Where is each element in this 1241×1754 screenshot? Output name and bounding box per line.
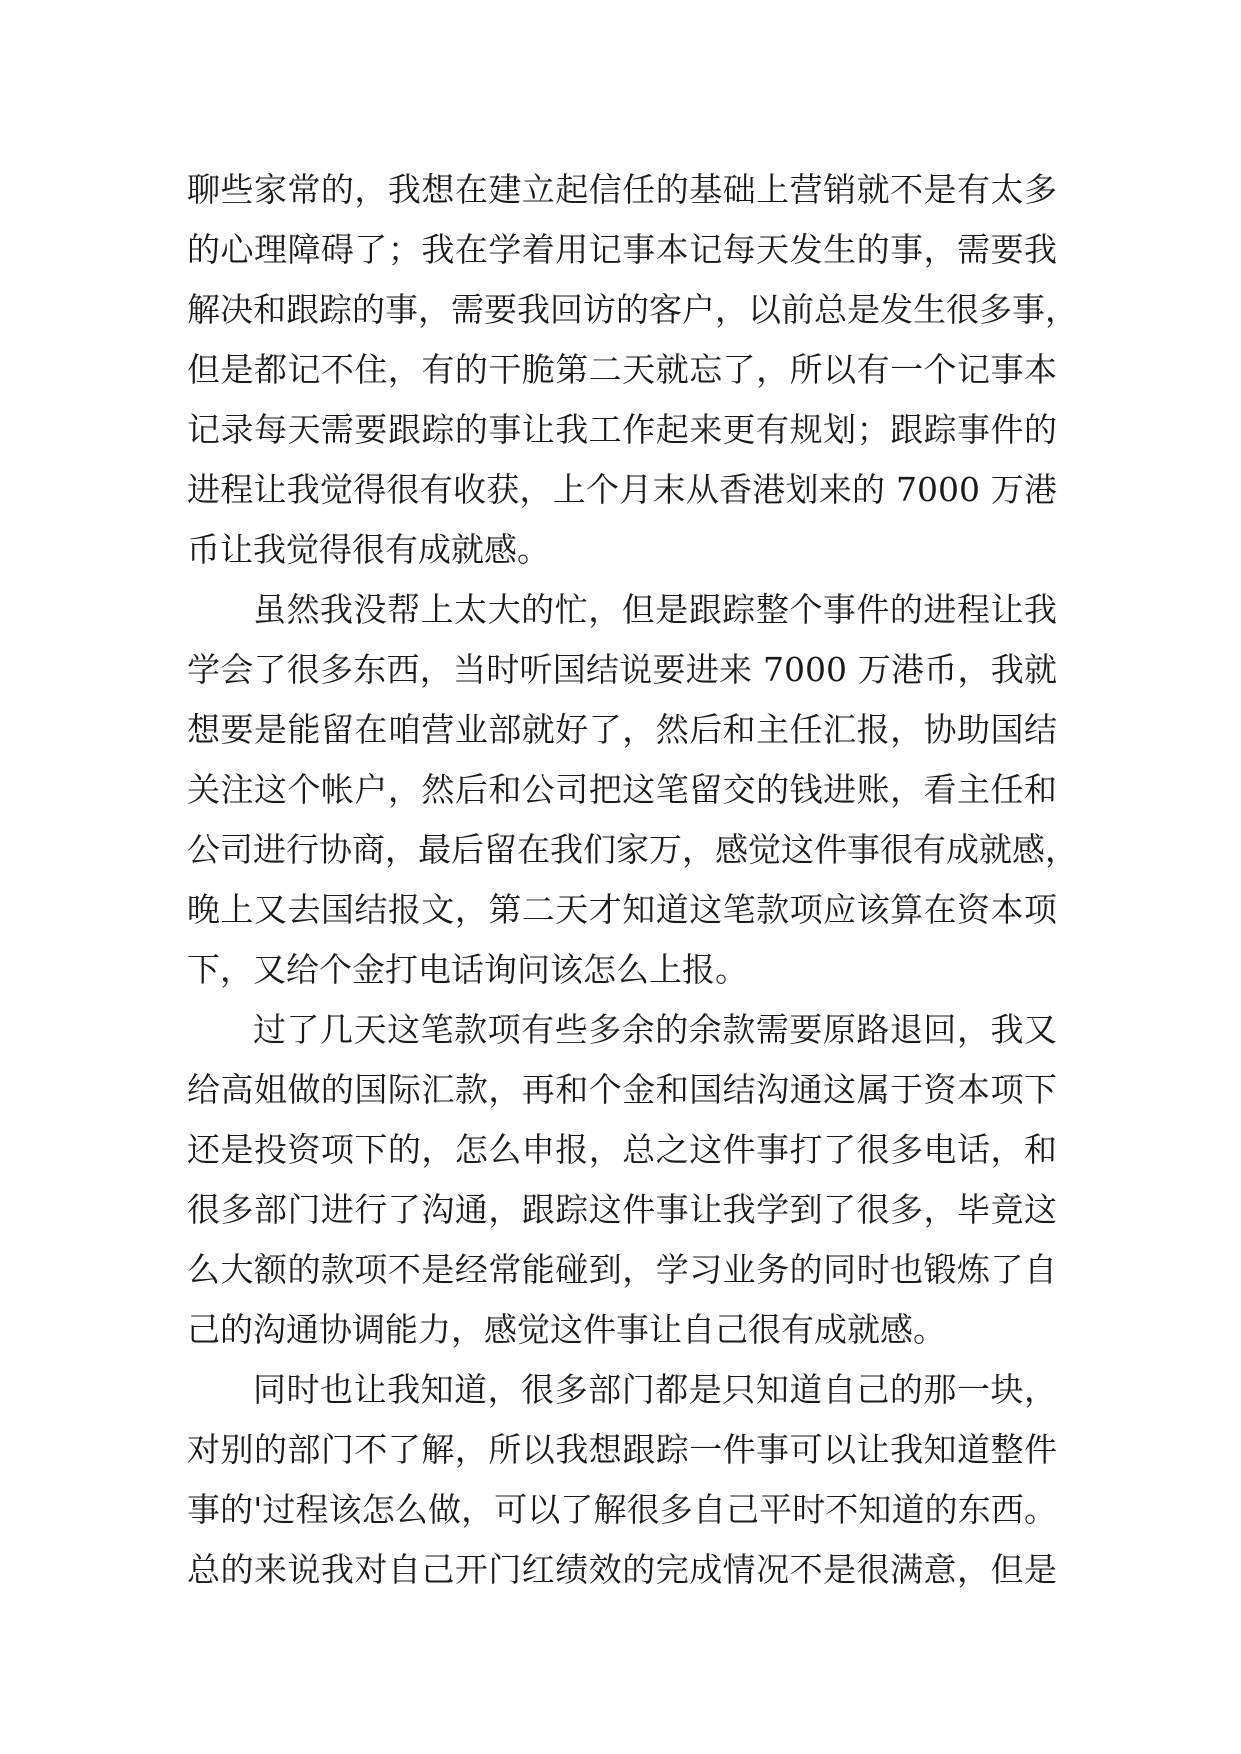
text-line: 晚上又去国结报文，第二天才知道这笔款项应该算在资本项 <box>187 890 1057 929</box>
text-line: 还是投资项下的，怎么申报，总之这件事打了很多电话，和 <box>187 1130 1057 1169</box>
text-line: 关注这个帐户，然后和公司把这笔留交的钱进账，看主任和 <box>187 770 1057 809</box>
text-line: 总的来说我对自己开门红绩效的完成情况不是很满意，但是 <box>187 1550 1057 1589</box>
text-line: 给高姐做的国际汇款，再和个金和国结沟通这属于资本项下 <box>187 1070 1057 1109</box>
text-line: 聊些家常的，我想在建立起信任的基础上营销就不是有太多 <box>187 170 1057 209</box>
text-line: 很多部门进行了沟通，跟踪这件事让我学到了很多，毕竟这 <box>187 1190 1057 1229</box>
text-line: 事的'过程该怎么做，可以了解很多自己平时不知道的东西。 <box>187 1490 1057 1529</box>
text-line: 解决和跟踪的事，需要我回访的客户，以前总是发生很多事， <box>187 290 1078 329</box>
text-line: 过了几天这笔款项有些多余的余款需要原路退回，我又 <box>253 1010 1057 1049</box>
text-line: 记录每天需要跟踪的事让我工作起来更有规划；跟踪事件的 <box>187 410 1057 449</box>
text-line: 公司进行协商，最后留在我们家万，感觉这件事很有成就感， <box>187 830 1078 869</box>
text-line: 的心理障碍了；我在学着用记事本记每天发生的事，需要我 <box>187 230 1057 269</box>
text-line: 么大额的款项不是经常能碰到，学习业务的同时也锻炼了自 <box>187 1250 1057 1289</box>
document-body <box>187 160 1078 1600</box>
text-line: 虽然我没帮上太大的忙，但是跟踪整个事件的进程让我 <box>253 590 1057 629</box>
text-line: 己的沟通协调能力，感觉这件事让自己很有成就感。 <box>187 1310 946 1349</box>
text-line: 但是都记不住，有的干脆第二天就忘了，所以有一个记事本 <box>187 350 1057 389</box>
text-line: 同时也让我知道，很多部门都是只知道自己的那一块， <box>253 1370 1057 1409</box>
text-line: 下，又给个金打电话询问该怎么上报。 <box>187 950 748 989</box>
text-line: 对别的部门不了解，所以我想跟踪一件事可以让我知道整件 <box>187 1430 1057 1469</box>
text-line: 学会了很多东西，当时听国结说要进来 7000 万港币，我就 <box>187 650 1057 689</box>
text-line: 币让我觉得很有成就感。 <box>187 530 550 569</box>
text-line: 进程让我觉得很有收获，上个月末从香港划来的 7000 万港 <box>187 470 1057 509</box>
text-line: 想要是能留在咱营业部就好了，然后和主任汇报，协助国结 <box>187 710 1057 749</box>
